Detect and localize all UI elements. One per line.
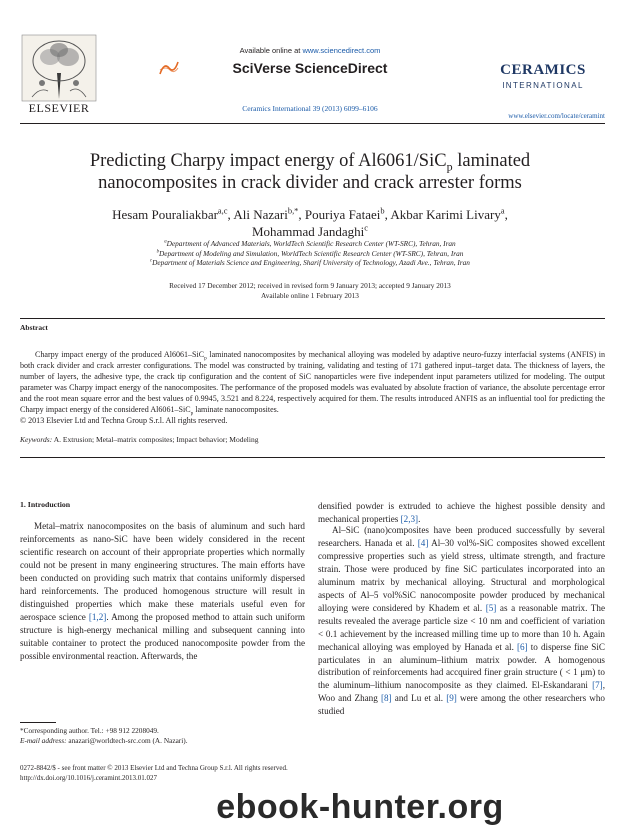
- author-affil-marker: b: [380, 205, 385, 216]
- author-affil-marker: a: [500, 205, 505, 216]
- publisher-wordmark: ELSEVIER: [28, 101, 90, 115]
- email-address[interactable]: anazari@worldtech-src.com (A. Nazari).: [66, 736, 188, 745]
- abstract-part: laminated nanocomposites by mechanical alloying was modeled by adaptive neuro-fuzzy interfacial systems (ANFIS) in both crack divider and crack arrester configurations. The model was constructed by training, validating and testing of 171 gathered input–target data. The thickness of layers, the number of layers, the adhesive type, the crack tip configuration and the content of SiC nanoparticles were five independent input parameters utilized for modeling. The output parameter was Charpy impact energy of the nanocomposites. The performance of the proposed models was evaluated by absolute fraction of variance, the absolute percentage error and the root mean square error and the best values of 0.9945, 3.521 and 8.224, respectively acquired for them. The results introduced ANFIS as an influential tool for predicting the Charpy impact energy of the considered Al6061–SiC: [20, 350, 605, 414]
- citation-link[interactable]: [7]: [592, 680, 603, 691]
- affiliation-text: Department of Materials Science and Engineering, Sharif University of Technology, Azadi Ave., Tehran, Iran: [152, 258, 470, 267]
- citation-link[interactable]: [5]: [485, 602, 497, 613]
- keywords-divider: [20, 457, 605, 458]
- citation-link[interactable]: [8]: [380, 693, 392, 704]
- abstract-part: Charpy impact energy of the produced Al6061–SiC: [35, 350, 205, 359]
- citation-link[interactable]: [4]: [417, 537, 429, 548]
- intro-text: , Woo and Zhang: [318, 680, 605, 704]
- elsevier-tree-logo: [20, 28, 98, 110]
- available-prefix: Available online at: [239, 46, 303, 55]
- author-name[interactable]: Pouriya Fataei: [304, 207, 381, 222]
- watermark-text: ebook-hunter.org: [216, 788, 504, 826]
- header-divider: [20, 123, 605, 124]
- keywords: [20, 435, 605, 444]
- author-name[interactable]: Mohammad Jandaghi: [251, 224, 365, 239]
- affiliation-line: [30, 249, 590, 259]
- journal-homepage-link[interactable]: www.elsevier.com/locate/ceramint: [508, 112, 605, 120]
- title-subscript: p: [446, 159, 453, 174]
- intro-text: as a reasonable matrix. The results revealed the average particle size < 10 nm and coefficient of variation < 0.1 achievement by the increased milling time up to more than 10 h. Again mechanical alloying was employed by Hanada et al.: [318, 602, 605, 652]
- affiliation-text: Department of Modeling and Simulation, WorldTech Scientific Research Center (WT-SRC), Tehran, Iran: [158, 248, 464, 258]
- citation-link[interactable]: [6]: [517, 641, 528, 652]
- intro-text: were among the other researchers who studied: [318, 693, 605, 717]
- intro-right-paragraph-1: [318, 500, 605, 526]
- keywords-label: Keywords:: [20, 435, 53, 444]
- citation-link[interactable]: [2,3]: [400, 513, 419, 524]
- affiliation-line: [30, 239, 590, 249]
- affiliation-text: Department of Advanced Materials, WorldTech Scientific Research Center (WT-SRC), Tehran, Iran: [166, 239, 456, 248]
- email-label: E-mail address:: [20, 736, 67, 745]
- intro-text: and Lu et al.: [391, 693, 447, 704]
- intro-text: . Among the proposed method to attain such uniform structure is high-energy mechanical milling and subsequent canning into suitable container to protect the produced nanocomposite powder from the possible environmental reaction. Afterwards, the: [20, 611, 305, 661]
- journal-logo-title: CERAMICS: [500, 62, 586, 78]
- author-separator: ,: [298, 207, 305, 222]
- received-dates: Received 17 December 2012; received in revised form 9 January 2013; accepted 9 January 2013: [169, 281, 451, 290]
- affiliations: [30, 239, 590, 268]
- author-name[interactable]: Hesam Pouraliakbar: [112, 207, 218, 222]
- abstract-part: laminate nanocomposites.: [193, 405, 279, 414]
- author-affil-marker: c: [364, 222, 369, 233]
- online-date: Available online 1 February 2013: [261, 290, 359, 300]
- author-separator: ,: [504, 207, 508, 222]
- title-line2: nanocomposites in crack divider and crack arrester forms: [98, 173, 522, 193]
- journal-reference-link[interactable]: Ceramics International 39 (2013) 6099–6106: [242, 104, 378, 113]
- affiliation-line: [30, 258, 590, 268]
- corresponding-author-note: *Corresponding author. Tel.: +98 912 2208049.: [20, 726, 159, 735]
- issn-line: 0272-8842/$ - see front matter © 2013 Elsevier Ltd and Techna Group S.r.l. All rights reserved.: [20, 764, 288, 772]
- title-line1-end: laminated: [452, 151, 531, 171]
- abstract-subscript: p: [204, 355, 207, 362]
- journal-logo-subtitle: INTERNATIONAL: [502, 81, 584, 90]
- article-title: [30, 150, 590, 194]
- author-affil-marker: b,*: [287, 205, 299, 216]
- intro-right-paragraph-2: [318, 524, 605, 718]
- affiliation-marker: b: [156, 249, 159, 255]
- intro-text: densified powder is extruded to achieve the highest possible density and mechanical properties: [318, 501, 605, 524]
- footnote-divider: [20, 722, 56, 723]
- intro-text: Metal–matrix nanocomposites on the basis of aluminum and such hard reinforcements as nano-SiC have been widely considered in the recent scientific research on account of their appropriate properties which normally could not be present in many engineering structures. The main efforts have been conducted on providing such matrix that contains uniformly dispersed hard reinforcements. The produced homogenous structure will result in distinguished properties which make these materials useful even for aerospace science: [20, 521, 305, 622]
- section-heading-introduction: 1. Introduction: [20, 500, 71, 509]
- intro-text: Al–30 vol%-SiC composites showed excellent compressive properties such as yield stress, ultimate strength, and fracture strain. Those were produced by fine SiC particulates incorporated into an aluminum matrix by mechanical alloying. Structural and morphological aspects of Al–5 vol%SiC nanocomposite powder produced by mechanical alloying were considered by Khadem et al.: [318, 537, 605, 613]
- available-online-line: [150, 46, 470, 55]
- author-name[interactable]: Ali Nazari: [233, 207, 288, 222]
- article-dates: [30, 281, 590, 300]
- keywords-list: A. Extrusion; Metal–matrix composites; Impact behavior; Modeling: [52, 435, 259, 444]
- author-affil-marker: a,c: [217, 205, 228, 216]
- copyright-line: © 2013 Elsevier Ltd and Techna Group S.r.l. All rights reserved.: [20, 416, 228, 425]
- intro-text: to disperse fine SiC particulates in an aluminum–lithium matrix powder. A homogenous distribution of reinforcements had accquired finer grain structure ( < 1 μm) to the aluminum–lithium nanocomposite as they claimed. El-Eskandarani: [318, 641, 605, 691]
- intro-text: .: [418, 513, 421, 524]
- title-line1: Predicting Charpy impact energy of Al6061/SiC: [89, 151, 447, 171]
- author-list: [30, 206, 590, 240]
- citation-link[interactable]: [9]: [446, 693, 457, 704]
- abstract-heading: Abstract: [20, 323, 48, 332]
- author-name[interactable]: Akbar Karimi Livary: [390, 207, 501, 222]
- sciencedirect-link[interactable]: www.sciencedirect.com: [302, 46, 381, 55]
- platform-name: SciVerse ScienceDirect: [232, 60, 388, 76]
- doi-link[interactable]: http://dx.doi.org/10.1016/j.ceramint.2013.01.027: [20, 774, 157, 782]
- author-separator: ,: [227, 207, 234, 222]
- intro-left-column: [20, 520, 305, 662]
- affiliation-marker: a: [164, 239, 167, 245]
- email-note: [20, 736, 305, 746]
- author-separator: ,: [384, 207, 391, 222]
- affiliation-marker: c: [150, 258, 153, 264]
- abstract-subscript: p: [190, 410, 194, 417]
- intro-text: Al–SiC (nano)composites have been produced successfully by several researchers. Hanada et al.: [318, 525, 605, 548]
- citation-link[interactable]: [1,2]: [88, 611, 107, 622]
- abstract-divider: [20, 318, 605, 319]
- abstract-text: [20, 349, 605, 426]
